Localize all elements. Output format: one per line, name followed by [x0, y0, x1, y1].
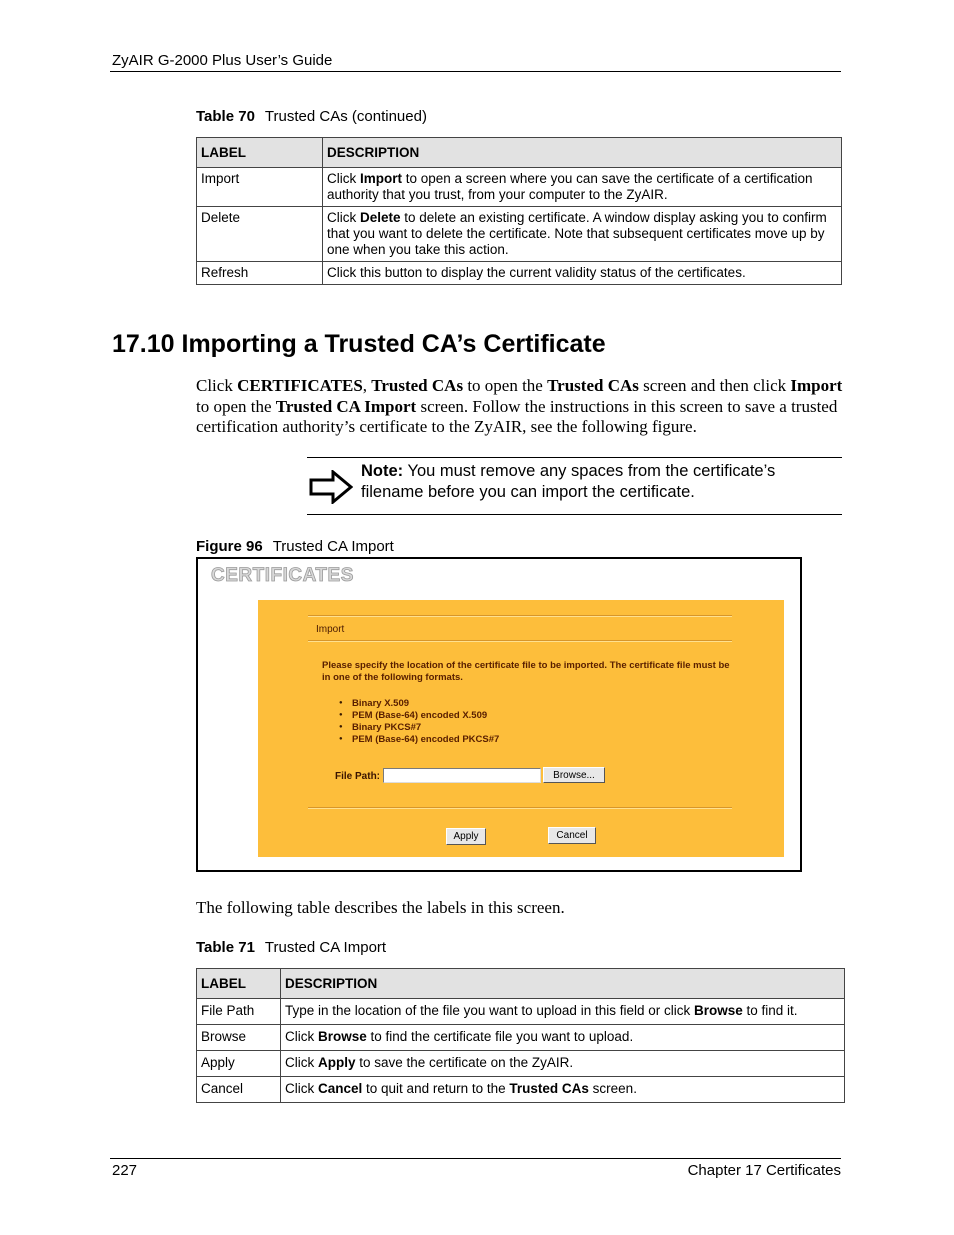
row-description — [281, 999, 845, 1025]
note-box — [307, 457, 842, 515]
screen-title: CERTIFICATES — [211, 565, 354, 586]
para-bold: CERTIFICATES — [237, 376, 363, 395]
desc-text: Click — [327, 210, 360, 225]
file-path-input[interactable] — [383, 768, 541, 783]
row-label: Browse — [197, 1025, 281, 1051]
row-description — [281, 1025, 845, 1051]
table-header-row — [197, 969, 845, 999]
chapter-footer: Chapter 17 Certificates — [687, 1162, 841, 1179]
desc-text: Click — [285, 1081, 318, 1096]
row-label: File Path — [197, 999, 281, 1025]
footer-rule — [110, 1158, 841, 1159]
desc-text: to find the certificate file you want to upload. — [366, 1029, 634, 1044]
note-label: Note: — [361, 462, 404, 480]
header-rule — [110, 71, 841, 72]
panel-title: Import — [316, 624, 345, 635]
apply-button[interactable]: Apply — [446, 828, 486, 845]
table-row — [197, 168, 842, 207]
table-70-caption — [196, 108, 427, 125]
table-row — [197, 1025, 845, 1051]
table-header-row — [197, 138, 842, 168]
desc-bold: Browse — [693, 1003, 743, 1018]
desc-text: to quit and return to the — [362, 1081, 510, 1096]
divider — [308, 640, 732, 642]
divider — [308, 615, 732, 617]
table-row — [197, 1077, 845, 1103]
format-list-item: ● PEM (Base-64) encoded PKCS#7 — [352, 734, 499, 745]
para-bold: Import — [790, 376, 843, 395]
body-paragraph — [196, 376, 844, 438]
para-bold: Trusted CAs — [371, 376, 464, 395]
row-label: Delete — [197, 207, 323, 262]
cancel-button[interactable]: Cancel — [548, 827, 596, 844]
table-70 — [196, 137, 842, 285]
note-text — [361, 461, 831, 503]
desc-bold: Cancel — [318, 1081, 363, 1096]
figure-screenshot — [196, 557, 802, 872]
row-label: Import — [197, 168, 323, 207]
desc-text: to find it. — [742, 1003, 798, 1018]
table-row — [197, 207, 842, 262]
file-path-label: File Path: — [335, 771, 381, 782]
table-row — [197, 262, 842, 285]
column-header-description: DESCRIPTION — [323, 138, 842, 168]
row-label: Apply — [197, 1051, 281, 1077]
figure-96-caption — [196, 538, 394, 555]
import-panel — [258, 600, 784, 857]
para-text: to open the — [196, 396, 276, 416]
row-description — [281, 1051, 845, 1077]
desc-text: to save the certificate on the ZyAIR. — [355, 1055, 574, 1070]
page-number: 227 — [112, 1162, 138, 1179]
figure-caption-label: Figure 96 — [196, 538, 263, 555]
format-list-item: ● Binary PKCS#7 — [352, 722, 421, 733]
desc-text: Type in the location of the file you want to upload in this field or click — [285, 1003, 694, 1018]
table-71-caption-label: Table 71 — [196, 939, 255, 956]
browse-button[interactable]: Browse... — [543, 767, 605, 783]
row-description — [323, 207, 842, 262]
table-row — [197, 999, 845, 1025]
para-bold: Trusted CA Import — [275, 396, 417, 416]
table-71 — [196, 968, 845, 1103]
para-text: screen and then click — [638, 376, 791, 395]
table-71-caption-title: Trusted CA Import — [264, 939, 387, 956]
desc-text: Click this button to display the current validity status of the certificates. — [327, 265, 746, 280]
table-71-caption — [196, 939, 386, 956]
desc-bold: Delete — [360, 210, 401, 225]
para-text: , — [362, 376, 372, 395]
note-body: You must remove any spaces from the certificate’s filename before you can import the certificate. — [361, 462, 776, 501]
desc-text: Click — [285, 1029, 318, 1044]
para-text: screen. Follow the instructions in this screen to save a trusted certification authority’s certificate to the ZyAIR, see the following figure. — [196, 396, 838, 436]
desc-bold: Trusted CAs — [509, 1081, 589, 1096]
table-row — [197, 1051, 845, 1077]
para-bold: Trusted CAs — [547, 376, 639, 395]
para-text: Click — [196, 376, 238, 395]
desc-text: Click — [285, 1055, 318, 1070]
format-list-item: ● Binary X.509 — [352, 698, 409, 709]
desc-text: screen. — [588, 1081, 637, 1096]
divider — [308, 807, 732, 809]
row-label: Cancel — [197, 1077, 281, 1103]
desc-text: to delete an existing certificate. A window display asking you to confirm that you want to delete the certificate. Note that subsequent certificates move up by one when you take this action. — [327, 210, 827, 257]
row-description — [323, 262, 842, 285]
column-header-label: LABEL — [197, 138, 323, 168]
desc-bold: Browse — [318, 1029, 367, 1044]
instructions-text: Please specify the location of the certificate file to be imported. The certificate file must be in one of the following formats. — [322, 660, 730, 683]
format-list-item: ● PEM (Base-64) encoded X.509 — [352, 710, 487, 721]
para-text: to open the — [463, 376, 548, 395]
desc-bold: Apply — [318, 1055, 356, 1070]
desc-text: Click — [327, 171, 360, 186]
row-label: Refresh — [197, 262, 323, 285]
desc-bold: Import — [360, 171, 402, 186]
table-70-caption-label: Table 70 — [196, 108, 255, 125]
column-header-label: LABEL — [197, 969, 281, 999]
row-description — [323, 168, 842, 207]
column-header-description: DESCRIPTION — [281, 969, 845, 999]
figure-caption-title: Trusted CA Import — [272, 538, 394, 555]
row-description — [281, 1077, 845, 1103]
section-heading: 17.10 Importing a Trusted CA’s Certificate — [112, 330, 606, 358]
arrow-right-icon — [309, 470, 353, 504]
desc-text: to open a screen where you can save the certificate of a certification authority that you trust, from your computer to the ZyAIR. — [327, 171, 813, 202]
intro-text: The following table describes the labels in this screen. — [196, 898, 565, 917]
running-header: ZyAIR G-2000 Plus User’s Guide — [112, 52, 333, 69]
table-70-caption-title: Trusted CAs (continued) — [264, 108, 427, 125]
